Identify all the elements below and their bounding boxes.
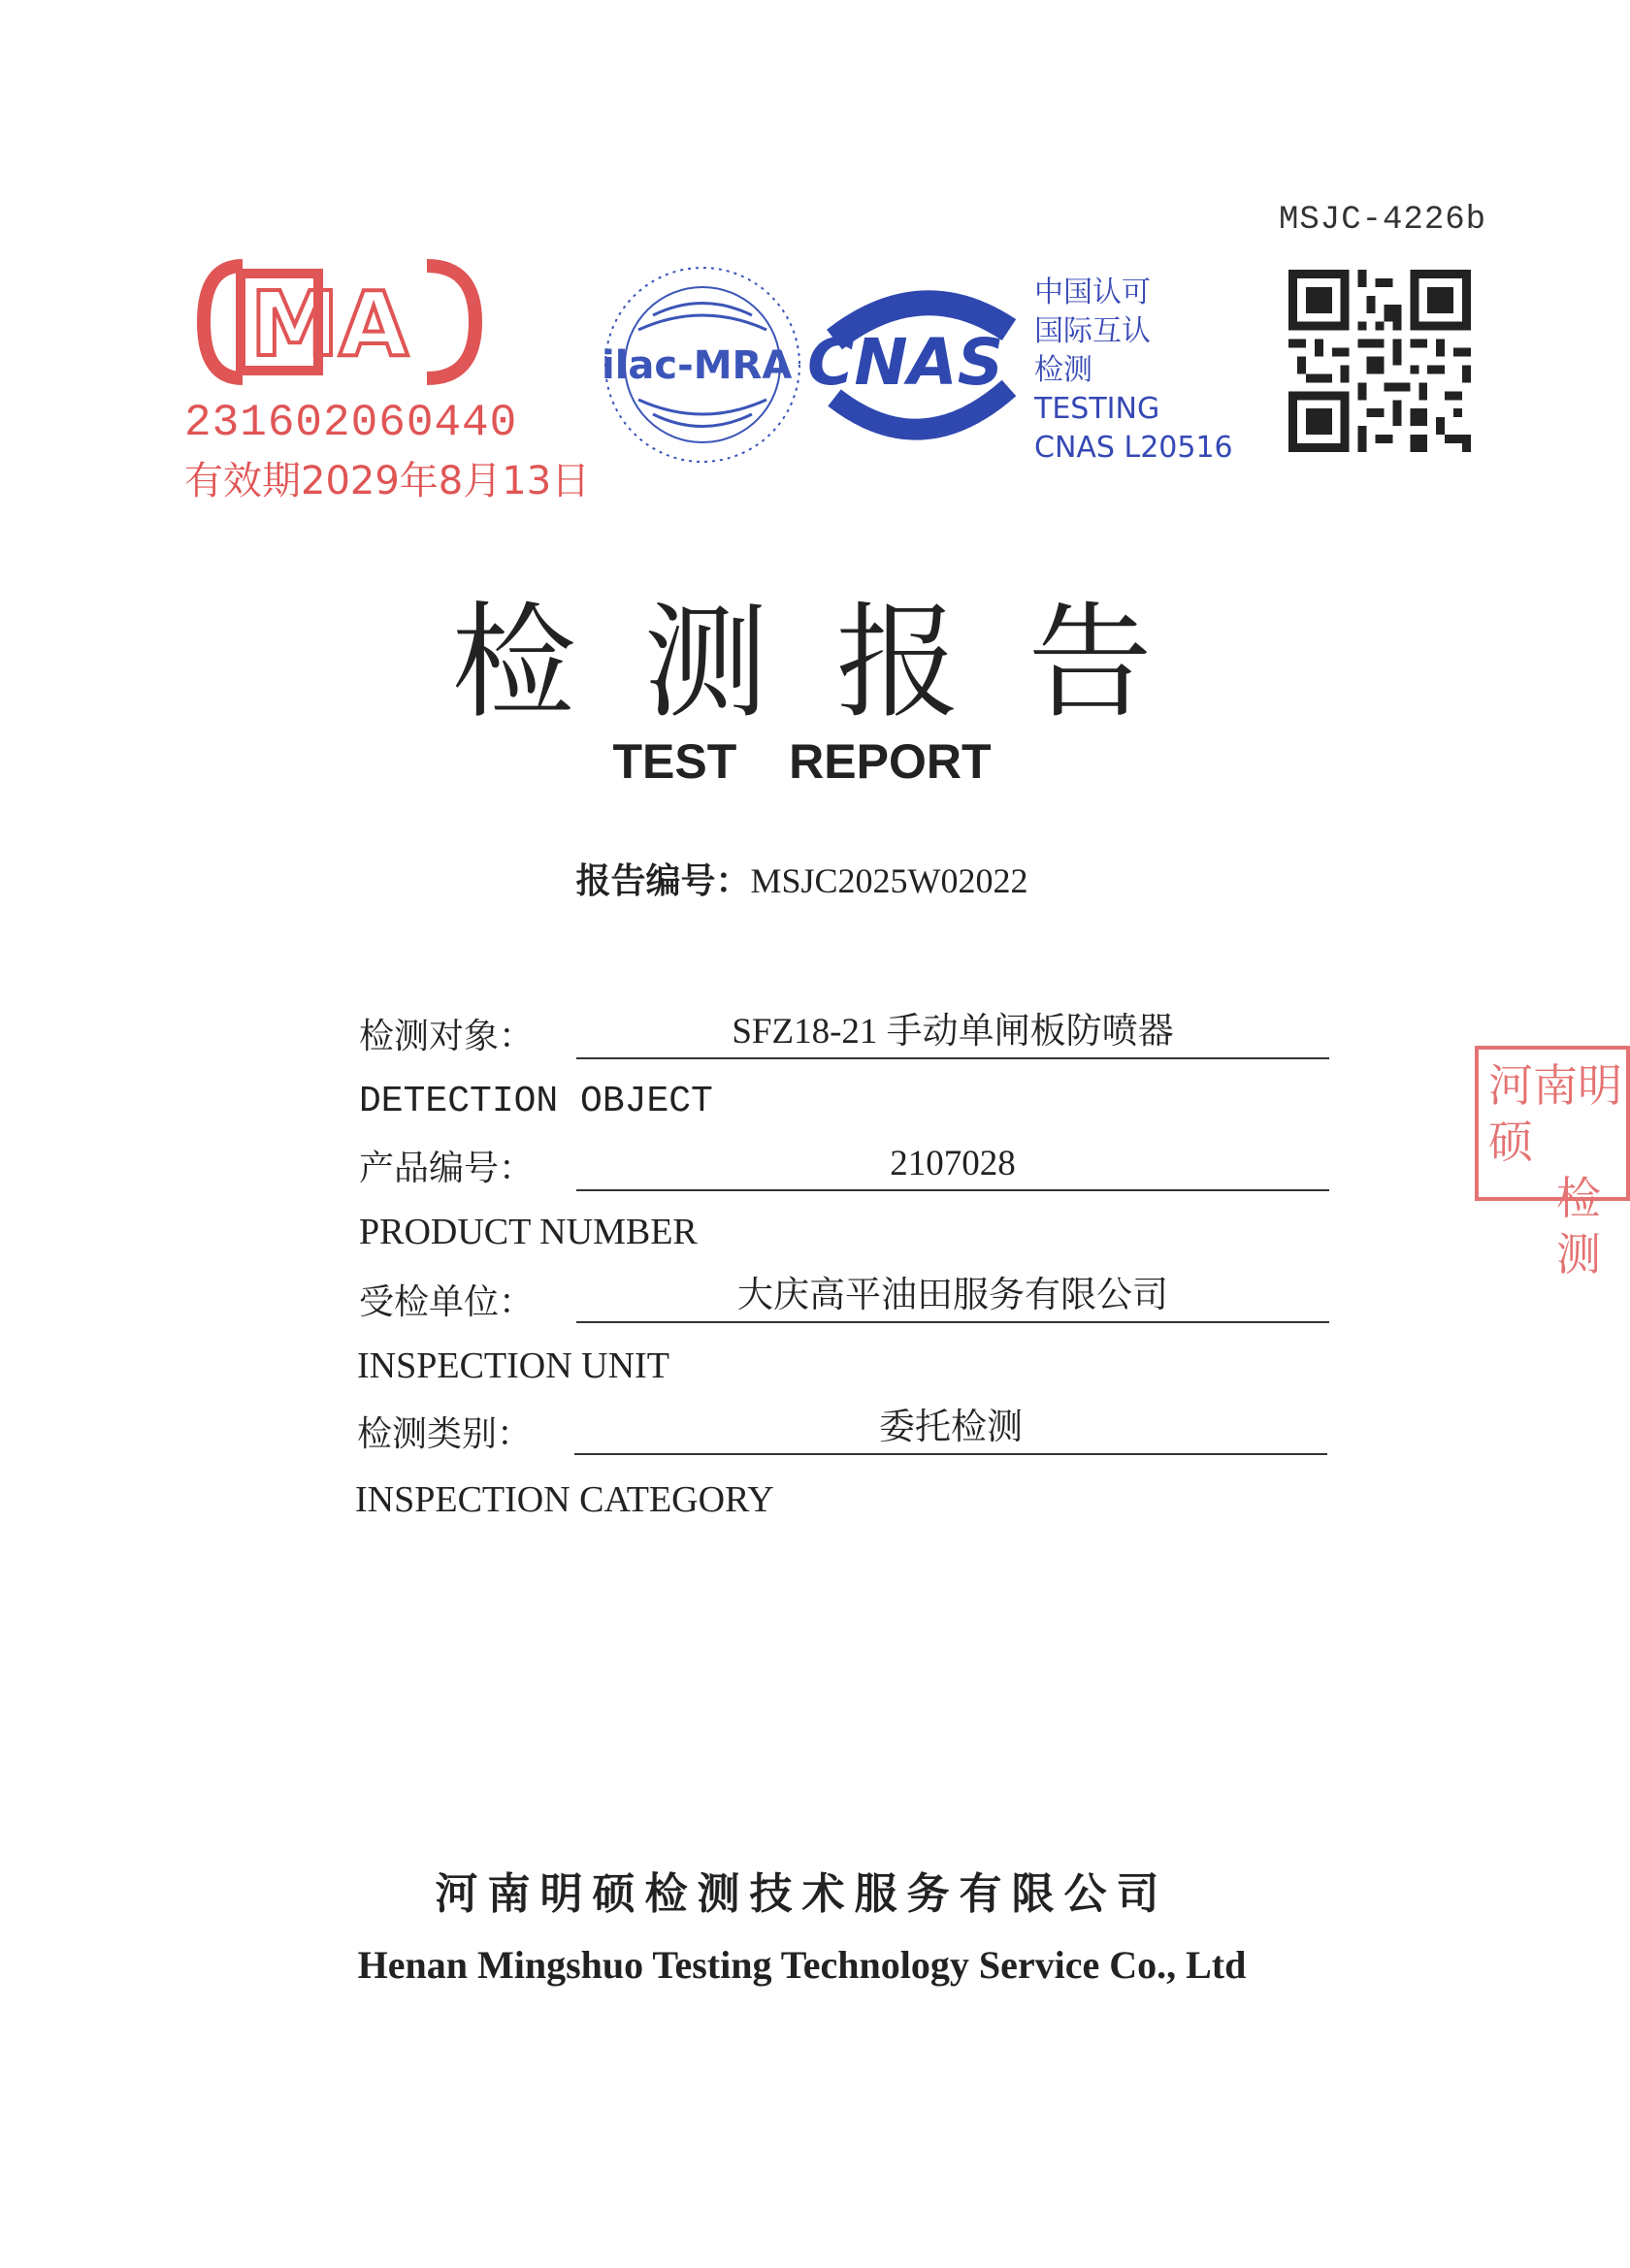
detection-object-value: SFZ18-21 手动单闸板防喷器 <box>576 1007 1329 1059</box>
inspection-category-label: 检测类别： <box>357 1414 533 1454</box>
product-number-value: 2107028 <box>576 1139 1329 1191</box>
seal-line-1: 河南明硕 <box>1488 1059 1622 1168</box>
qr-code <box>1288 270 1471 452</box>
inspection-category-value: 委托检测 <box>574 1403 1327 1455</box>
cnas-line: 检测 <box>1034 353 1092 387</box>
report-title-cn: 检测报告 <box>451 591 1221 735</box>
cnas-line: 中国认可 <box>1034 275 1151 309</box>
ilac-mark-text: ilac-MRA <box>602 343 793 388</box>
product-number-label: 产品编号： <box>359 1149 535 1188</box>
report-number <box>0 854 1604 903</box>
detection-object-label: 检测对象： <box>359 1017 535 1056</box>
qr-code-icon <box>1288 270 1471 452</box>
cma-logo-icon <box>184 254 495 390</box>
cnas-swirl-icon <box>805 281 1038 446</box>
cnas-logo <box>805 281 1038 446</box>
cma-mark-text: MA <box>250 273 408 376</box>
company-name-en: Henan Mingshuo Testing Technology Service Co., Ltd <box>357 1943 1247 1987</box>
inspection-unit-label-en: INSPECTION UNIT <box>357 1345 669 1386</box>
cnas-mark-text: CNAS <box>807 325 1004 400</box>
report-number-label: 报告编号： <box>575 861 751 901</box>
cma-number: 231602060440 <box>184 398 518 448</box>
cma-stamp <box>184 254 591 503</box>
ilac-globe-icon <box>600 262 805 468</box>
inspection-unit-label: 受检单位： <box>359 1282 535 1322</box>
inspection-unit-value: 大庆高平油田服务有限公司 <box>576 1271 1329 1323</box>
seal-line-2: 检测 <box>1556 1172 1601 1280</box>
cnas-accreditation-text <box>1034 274 1233 468</box>
cnas-line: 国际互认 <box>1034 314 1151 348</box>
company-seal-stamp <box>1475 1046 1630 1280</box>
report-title-en: TEST REPORT <box>612 734 992 789</box>
cnas-line: TESTING <box>1034 392 1160 426</box>
inspection-category-label-en: INSPECTION CATEGORY <box>355 1479 774 1520</box>
detection-object-label-en: DETECTION OBJECT <box>359 1081 713 1122</box>
cma-valid-until: 有效期2029年8月13日 <box>184 459 591 503</box>
product-number-label-en: PRODUCT NUMBER <box>359 1212 698 1252</box>
document-code: MSJC-4226b <box>1279 202 1487 239</box>
cnas-line: CNAS L20516 <box>1034 431 1233 465</box>
report-number-value: MSJC2025W02022 <box>750 861 1028 900</box>
company-name-cn: 河南明硕检测技术服务有限公司 <box>435 1869 1169 1919</box>
ilac-mra-mark <box>600 262 805 468</box>
